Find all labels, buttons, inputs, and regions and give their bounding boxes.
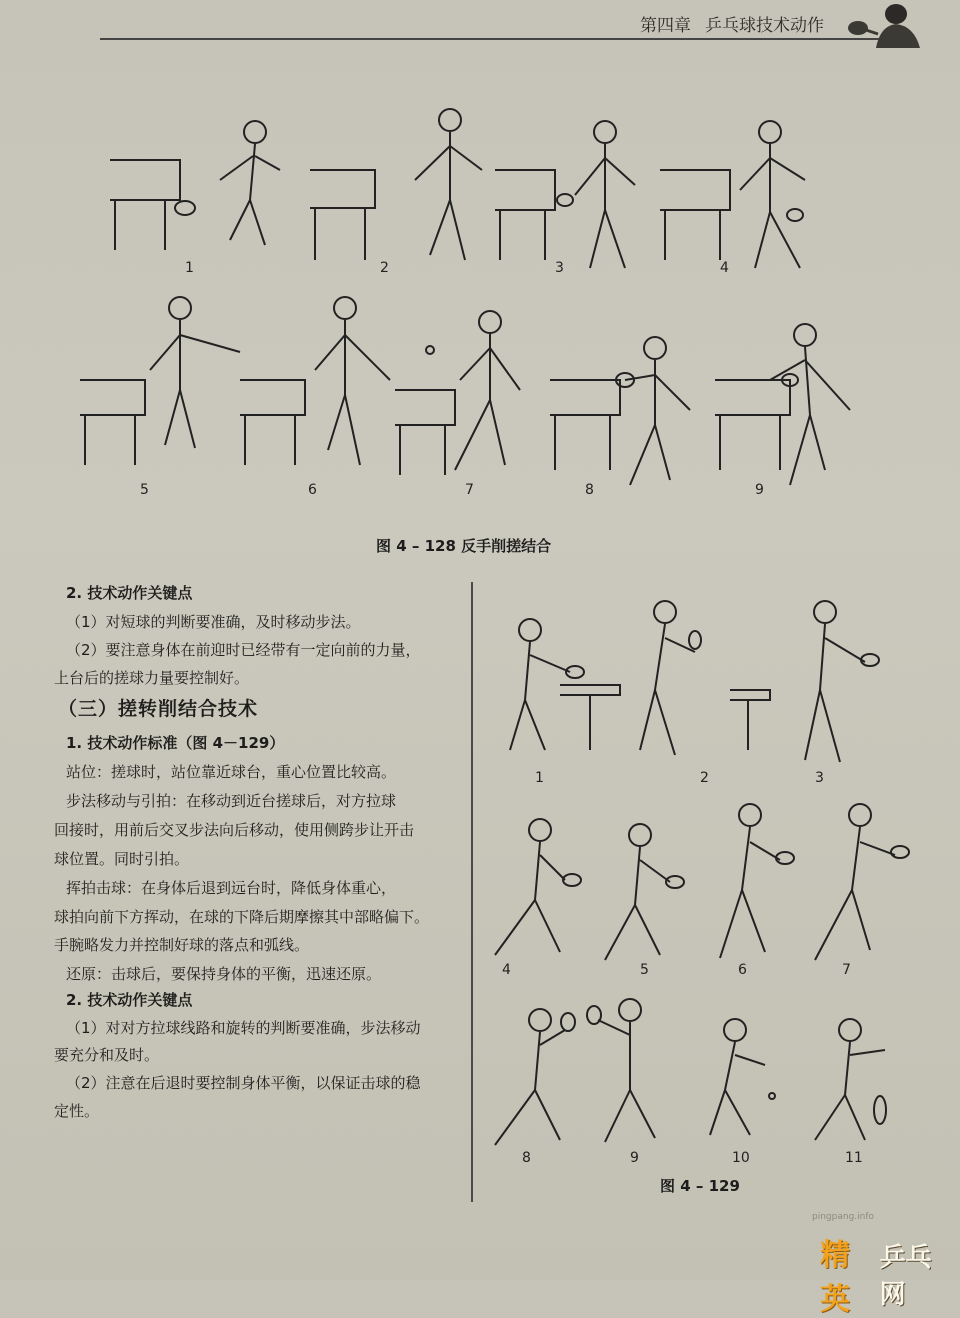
figure-129-frame-5: 5 bbox=[640, 962, 649, 978]
paragraph-line: 站位：搓球时，站位靠近球台，重心位置比较高。 bbox=[66, 763, 397, 781]
figure-129-frame-3: 3 bbox=[815, 770, 824, 786]
figure-129-frame-2: 2 bbox=[700, 770, 709, 786]
chapter-title: 乒乓球技术动作 bbox=[705, 15, 824, 36]
figure-129-frame-9: 9 bbox=[630, 1150, 639, 1166]
header-player-icon bbox=[836, 0, 936, 48]
paragraph-line: 球拍向前下方挥动，在球的下降后期摩擦其中部略偏下。 bbox=[54, 908, 430, 926]
section-heading: （三）搓转削结合技术 bbox=[58, 698, 259, 720]
paragraph-line: 球位置。同时引拍。 bbox=[54, 850, 190, 868]
figure-129-frame-11: 11 bbox=[845, 1150, 863, 1166]
paragraph-line: （2）要注意身体在前迎时已经带有一定向前的力量， bbox=[66, 641, 421, 659]
figure-4-129-drawings bbox=[480, 590, 920, 1170]
figure-128-frame-7: 7 bbox=[465, 482, 474, 498]
chapter-label: 第四章 bbox=[640, 15, 691, 36]
figure-128-frame-9: 9 bbox=[755, 482, 764, 498]
standard-heading: 1. 技术动作标准（图 4－129） bbox=[66, 734, 285, 752]
paragraph-line: （1）对对方拉球线路和旋转的判断要准确，步法移动 bbox=[66, 1019, 421, 1037]
figure-4-128-drawings bbox=[70, 90, 870, 510]
paragraph-line: 定性。 bbox=[54, 1102, 100, 1120]
watermark-mark: 精英 bbox=[820, 1238, 850, 1317]
figure-4-128 bbox=[70, 90, 870, 510]
figure-4-128-caption: 图 4 – 128 反手削搓结合 bbox=[376, 537, 552, 555]
header-rule bbox=[100, 38, 888, 40]
figure-128-frame-3: 3 bbox=[555, 260, 564, 276]
paragraph-line: 上台后的搓球力量要控制好。 bbox=[54, 669, 250, 687]
figure-128-frame-1: 1 bbox=[185, 260, 194, 276]
figure-129-frame-8: 8 bbox=[522, 1150, 531, 1166]
figure-129-frame-10: 10 bbox=[732, 1150, 750, 1166]
paragraph-line: 要充分和及时。 bbox=[54, 1046, 160, 1064]
watermark-url: pingpang.info bbox=[812, 1212, 875, 1222]
figure-4-129 bbox=[480, 590, 920, 1170]
column-divider bbox=[471, 582, 473, 1202]
key-points-heading-1: 2. 技术动作关键点 bbox=[66, 584, 193, 602]
figure-129-frame-1: 1 bbox=[535, 770, 544, 786]
figure-129-frame-4: 4 bbox=[502, 962, 511, 978]
paragraph-line: （2）注意在后退时要控制身体平衡，以保证击球的稳 bbox=[66, 1074, 421, 1092]
watermark-logo bbox=[820, 1230, 952, 1318]
figure-129-frame-7: 7 bbox=[842, 962, 851, 978]
figure-128-frame-2: 2 bbox=[380, 260, 389, 276]
paragraph-line: 回接时，用前后交叉步法向后移动，使用侧跨步让开击 bbox=[54, 821, 415, 839]
watermark-site-name: 乒乓网 bbox=[879, 1243, 932, 1310]
figure-4-129-caption: 图 4 – 129 bbox=[660, 1177, 740, 1195]
key-points-heading-2: 2. 技术动作关键点 bbox=[66, 991, 193, 1009]
figure-128-frame-5: 5 bbox=[140, 482, 149, 498]
paragraph-line: 手腕略发力并控制好球的落点和弧线。 bbox=[54, 936, 310, 954]
site-watermark bbox=[812, 1196, 952, 1317]
paragraph-line: 挥拍击球：在身体后退到远台时，降低身体重心， bbox=[66, 879, 397, 897]
figure-128-frame-8: 8 bbox=[585, 482, 594, 498]
figure-128-frame-6: 6 bbox=[308, 482, 317, 498]
paragraph-line: 还原：击球后，要保持身体的平衡，迅速还原。 bbox=[66, 965, 382, 983]
paragraph-line: 步法移动与引拍：在移动到近台搓球后，对方拉球 bbox=[66, 792, 397, 810]
paragraph-line: （1）对短球的判断要准确，及时移动步法。 bbox=[66, 613, 361, 631]
figure-128-frame-4: 4 bbox=[720, 260, 729, 276]
figure-129-frame-6: 6 bbox=[738, 962, 747, 978]
